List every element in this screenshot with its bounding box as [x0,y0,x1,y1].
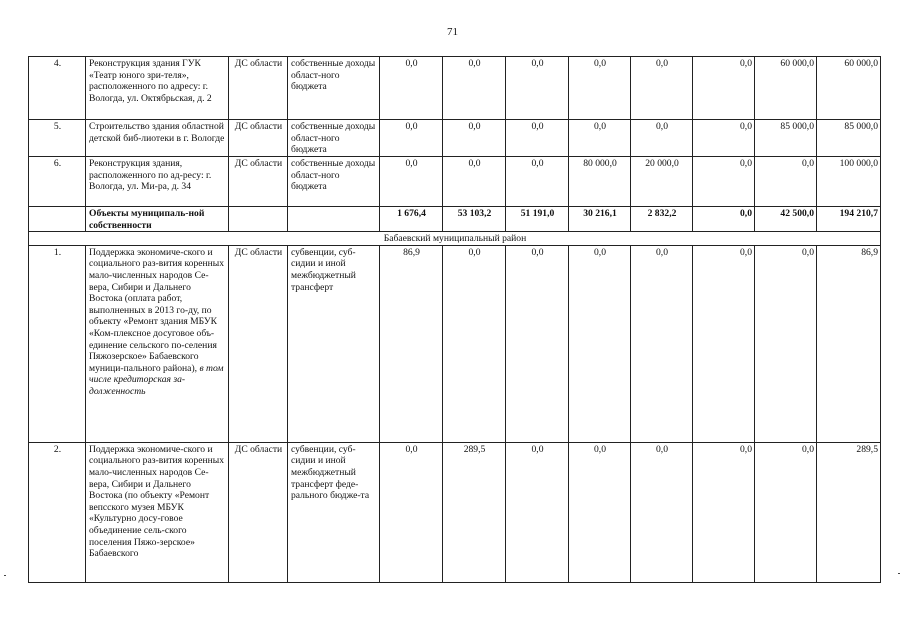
total-cell: 60 000,0 [817,57,881,120]
value-cell: 0,0 [443,157,506,207]
table-row [29,442,881,582]
funding-source: субвенции, суб-сидии и иной межбюджетный трансферт феде-рального бюдже-та [288,442,380,582]
table-row [29,120,881,157]
object-name: Строительство здания областной детской биб-лиотеки в г. Вологде [86,120,229,157]
total-value-cell: 51 191,0 [506,207,569,232]
row-number: 2. [29,442,86,582]
total-cell: 289,5 [817,442,881,582]
total-value-cell: 0,0 [693,207,755,232]
funding-source: субвенции, суб-сидии и иной межбюджетный трансферт [288,245,380,442]
value-cell: 0,0 [380,442,443,582]
customer-cell: ДС области [229,57,288,120]
value-cell: 0,0 [569,245,631,442]
total-cell: 86,9 [817,245,881,442]
table-row [29,57,881,120]
value-cell: 0,0 [569,57,631,120]
table-row [29,157,881,207]
total-value-cell: 2 832,2 [631,207,693,232]
budget-table [28,56,881,583]
value-cell: 0,0 [693,120,755,157]
row-number: 4. [29,57,86,120]
section-title: Бабаевский муниципальный район [29,232,881,246]
value-cell: 85 000,0 [755,120,817,157]
value-cell: 0,0 [755,442,817,582]
funding-source: собственные доходы област-ного бюджета [288,157,380,207]
customer-cell: ДС области [229,120,288,157]
total-cell: 85 000,0 [817,120,881,157]
value-cell: 0,0 [631,442,693,582]
total-value-cell: 30 216,1 [569,207,631,232]
value-cell: 0,0 [693,157,755,207]
value-cell: 0,0 [443,57,506,120]
customer-cell: ДС области [229,442,288,582]
value-cell: 20 000,0 [631,157,693,207]
value-cell: 0,0 [569,442,631,582]
value-cell: 80 000,0 [569,157,631,207]
value-cell: 0,0 [506,245,569,442]
total-value-cell: 194 210,7 [817,207,881,232]
value-cell: 0,0 [380,120,443,157]
value-cell: 60 000,0 [755,57,817,120]
value-cell: 0,0 [506,442,569,582]
total-value-cell: 1 676,4 [380,207,443,232]
total-row-label: Объекты муниципаль-ной собственности [86,207,229,232]
funding-source: собственные доходы област-ного бюджета [288,57,380,120]
value-cell: 0,0 [443,120,506,157]
value-cell: 0,0 [693,57,755,120]
total-cell: 100 000,0 [817,157,881,207]
customer-cell: ДС области [229,245,288,442]
row-number: 6. [29,157,86,207]
value-cell: 0,0 [693,245,755,442]
scan-speck [898,573,900,574]
total-row [29,207,881,232]
customer-cell: ДС области [229,157,288,207]
value-cell: 0,0 [631,245,693,442]
value-cell: 0,0 [755,157,817,207]
value-cell: 0,0 [380,57,443,120]
value-cell: 0,0 [631,57,693,120]
object-name-note: в том числе кредиторская за-долженность [89,362,224,397]
object-name [86,442,229,582]
value-cell: 0,0 [380,157,443,207]
total-value-cell: 53 103,2 [443,207,506,232]
object-name [86,245,229,442]
total-value-cell: 42 500,0 [755,207,817,232]
row-number: 5. [29,120,86,157]
value-cell: 0,0 [569,120,631,157]
scan-speck [4,575,6,576]
value-cell: 0,0 [631,120,693,157]
value-cell: 0,0 [506,57,569,120]
object-name: Реконструкция здания ГУК «Театр юного зри-теля», расположенного по адресу: г. Вологда, ул. Октябрьская, д. 2 [86,57,229,120]
page-number: 71 [447,26,458,38]
table-row [29,245,881,442]
value-cell: 86,9 [380,245,443,442]
value-cell: 289,5 [443,442,506,582]
value-cell: 0,0 [506,157,569,207]
object-name: Реконструкция здания, расположенного по ад-ресу: г. Вологда, ул. Ми-ра, д. 34 [86,157,229,207]
funding-source: собственные доходы област-ного бюджета [288,120,380,157]
row-number: 1. [29,245,86,442]
object-name-text: Поддержка экономиче-ского и социального раз-вития коренных мало-численных народов Се-вера, Сибири и Дальнего Востока (по объекту «Ремонт вепсского музея МБУК «Культурно досу-говое объединение сель-ского поселения Пяжо-зерское» Бабаевского [89,443,225,560]
value-cell: 0,0 [693,442,755,582]
value-cell: 0,0 [443,245,506,442]
object-name-text: Поддержка экономиче-ского и социального раз-вития коренных мало-численных народов Се-вера, Сибири и Дальнего Востока (оплата работ, выполненных в 2013 го-ду, по объекту «Ремонт здания МБУК «Ком-плексное досуговое объ-единение сельского по-селения Пяжозерское» Бабаевского муници-пального района), [89,246,225,374]
value-cell: 0,0 [755,245,817,442]
section-header-row [29,232,881,246]
value-cell: 0,0 [506,120,569,157]
